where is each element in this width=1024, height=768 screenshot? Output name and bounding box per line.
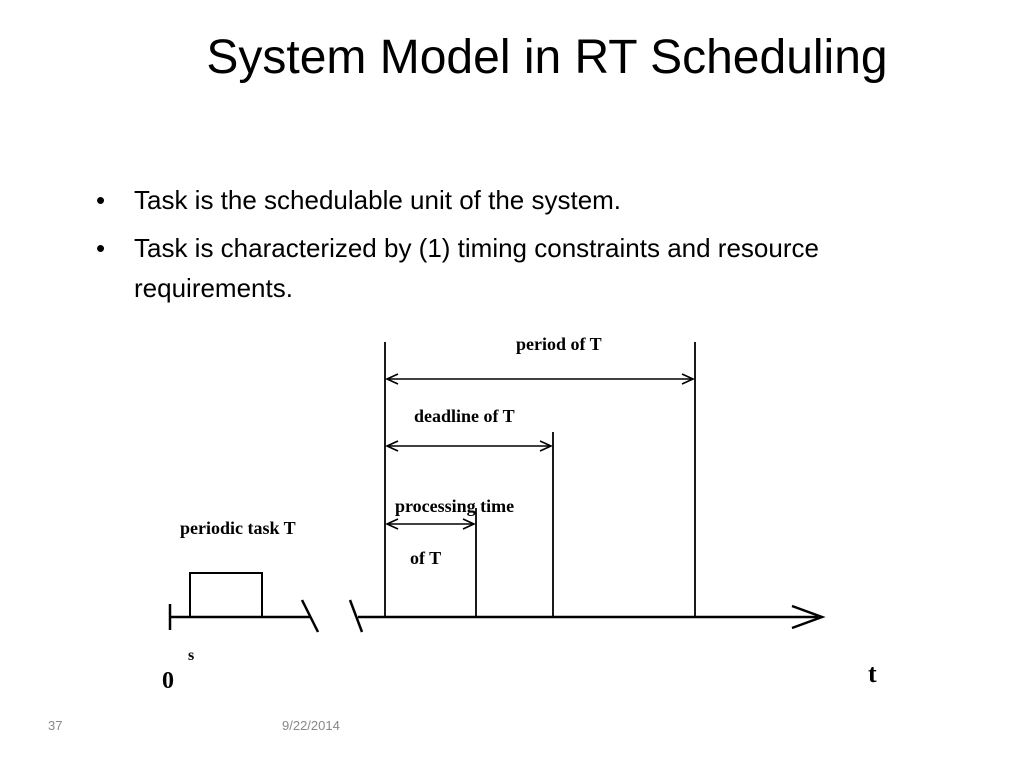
period-label: period of T <box>516 334 602 354</box>
slide-date: 9/22/2014 <box>282 718 340 733</box>
slide-number: 37 <box>48 718 63 733</box>
bullet-item <box>96 228 966 308</box>
bullet-marker: • <box>96 185 106 215</box>
time-axis-label: t <box>868 659 877 688</box>
bullet-text: Task is the schedulable unit of the system. <box>134 185 622 215</box>
task-timing-diagram <box>150 330 890 700</box>
slide-title: System Model in RT Scheduling <box>206 31 888 84</box>
bullet-item <box>96 180 966 220</box>
bullet-text: Task is characterized by (1) timing constraints and resource requirements. <box>134 233 819 303</box>
deadline-label: deadline of T <box>414 406 515 426</box>
start-time-label: s <box>188 647 195 664</box>
periodic-task-label: periodic task T <box>180 518 296 538</box>
bullet-marker: • <box>96 233 106 263</box>
periodic-task-box <box>190 573 262 617</box>
origin-label: 0 <box>162 668 174 694</box>
bullet-list <box>96 180 966 316</box>
processing-time-label: processing time <box>395 496 515 516</box>
processing-time-label-2: of T <box>410 548 442 568</box>
